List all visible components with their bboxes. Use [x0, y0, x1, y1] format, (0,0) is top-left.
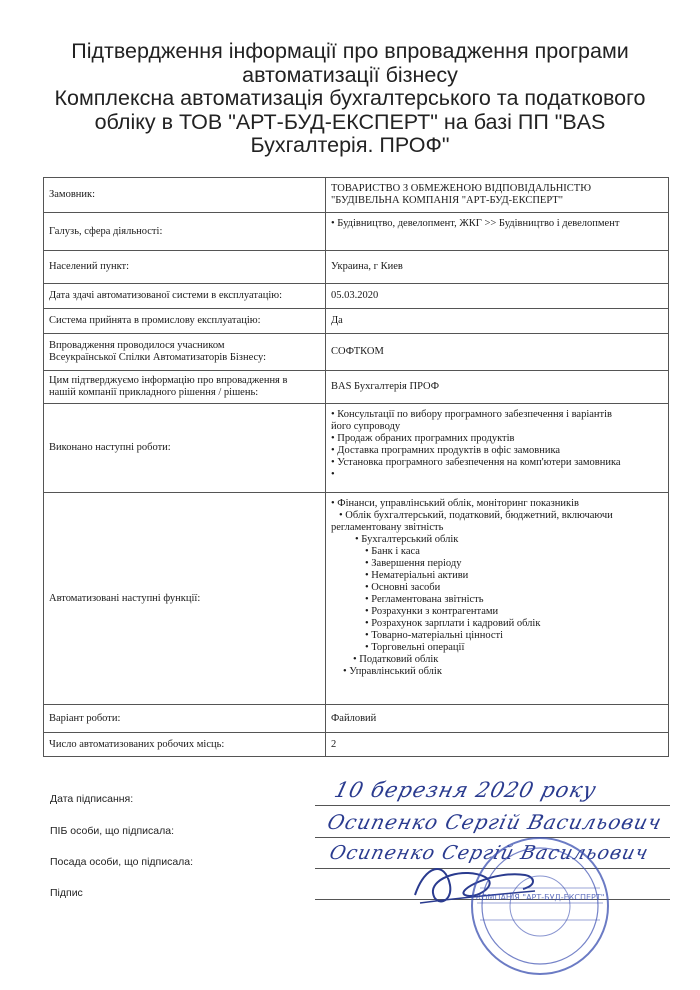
- value-line: • Продаж обраних програмних продуктів: [331, 433, 515, 444]
- table-row: [44, 733, 669, 757]
- handwritten-date: 10 березня 2020 року: [332, 778, 600, 802]
- value-line: • Установка програмного забезпечення на комп'ютери замовника: [331, 457, 621, 468]
- value-line: • Нематеріальні активи: [365, 570, 469, 581]
- row-label: [44, 334, 326, 371]
- row-value: Да: [326, 309, 669, 334]
- title-line: обліку в ТОВ "АРТ-БУД-ЕКСПЕРТ" на базі ПП "BAS: [94, 109, 606, 134]
- row-label: Система прийнята в промислову експлуатацію:: [44, 309, 326, 334]
- company-stamp: [455, 828, 625, 978]
- row-label: Населений пункт:: [44, 251, 326, 284]
- row-value: BAS Бухгалтерія ПРОФ: [326, 371, 669, 404]
- table-row: [44, 705, 669, 733]
- value-line: його супроводу: [331, 421, 401, 432]
- value-line: • Регламентована звітність: [365, 594, 484, 605]
- row-label: Дата здачі автоматизованої системи в експлуатацію:: [44, 284, 326, 309]
- row-label: [44, 371, 326, 404]
- row-value: [326, 493, 669, 705]
- handwritten-position: Осипенко Сергій Васильович: [327, 842, 652, 864]
- row-label: Автоматизовані наступні функції:: [44, 493, 326, 705]
- row-label: Виконано наступні роботи:: [44, 404, 326, 493]
- value-line: ТОВАРИСТВО З ОБМЕЖЕНОЮ ВІДПОВІДАЛЬНІСТЮ: [331, 183, 591, 194]
- row-label: Замовник:: [44, 178, 326, 213]
- value-line: • Основні засоби: [365, 582, 441, 593]
- value-line: • Товарно-матеріальні цінності: [365, 630, 504, 641]
- date-label: Дата підписання:: [50, 793, 134, 805]
- label-line: Всеукраїнської Спілки Автоматизаторів Бізнесу:: [49, 352, 267, 363]
- value-line: • Завершення періоду: [365, 558, 462, 569]
- value-line: регламентовану звітність: [331, 522, 444, 533]
- value-line: •: [331, 469, 335, 480]
- value-line: • Торговельні операції: [365, 642, 465, 653]
- table-row: [44, 251, 669, 284]
- document-title: [20, 40, 680, 158]
- date-line: [315, 805, 670, 806]
- sign-label: Підпис: [50, 887, 83, 899]
- table-row: [44, 213, 669, 251]
- value-line: • Фінанси, управлінський облік, моніторинг показників: [331, 498, 579, 509]
- title-line: Бухгалтерія. ПРОФ": [250, 133, 450, 157]
- row-value: Файловий: [326, 705, 669, 733]
- value-line: • Облік бухгалтерський, податковий, бюджетний, включаючи: [339, 510, 613, 521]
- handwritten-name: Осипенко Сергій Васильович: [325, 810, 665, 834]
- label-line: нашій компанії прикладного рішення / рішень:: [49, 387, 259, 398]
- value-line: • Будівництво, девелопмент, ЖКГ >> Будівництво і девелопмент: [331, 218, 620, 229]
- value-line: • Бухгалтерський облік: [355, 534, 459, 545]
- table-row: [44, 334, 669, 371]
- row-value: [326, 178, 669, 213]
- row-value: СОФТКОМ: [326, 334, 669, 371]
- row-value: [326, 213, 669, 251]
- row-value: 05.03.2020: [326, 284, 669, 309]
- label-line: Впровадження проводилося учасником: [49, 340, 225, 351]
- row-label: Число автоматизованих робочих місць:: [44, 733, 326, 757]
- title-line: автоматизації бізнесу: [242, 62, 458, 87]
- name-label: ПІБ особи, що підписала:: [50, 825, 174, 837]
- table-row: [44, 309, 669, 334]
- value-line: • Розрахунок зарплати і кадровий облік: [365, 618, 541, 629]
- label-line: Цим підтверджуємо інформацію про впровадження в: [49, 375, 288, 386]
- value-line: • Банк і каса: [365, 546, 420, 557]
- table-row: [44, 404, 669, 493]
- value-line: • Консультації по вибору програмного забезпечення і варіантів: [331, 409, 612, 420]
- table-row: [44, 284, 669, 309]
- row-value: [326, 404, 669, 493]
- table-row: [44, 178, 669, 213]
- row-label: Галузь, сфера діяльності:: [44, 213, 326, 251]
- row-value: 2: [326, 733, 669, 757]
- row-value: Украина, г Киев: [326, 251, 669, 284]
- title-line: Комплексна автоматизація бухгалтерського та податкового: [54, 86, 646, 110]
- position-label: Посада особи, що підписала:: [50, 856, 194, 868]
- value-line: • Розрахунки з контрагентами: [365, 606, 499, 617]
- stamp-text: КОМПАНІЯ "АРТ-БУД-ЕКСПЕРТ": [475, 893, 605, 902]
- value-line: • Доставка програмних продуктів в офіс замовника: [331, 445, 561, 456]
- info-table: [43, 177, 669, 757]
- table-row: [44, 493, 669, 705]
- title-line: Підтвердження інформації про впровадження програми: [71, 39, 629, 63]
- row-label: Варіант роботи:: [44, 705, 326, 733]
- value-line: • Податковий облік: [353, 654, 439, 665]
- value-line: • Управлінський облік: [343, 666, 442, 677]
- value-line: "БУДІВЕЛЬНА КОМПАНІЯ "АРТ-БУД-ЕКСПЕРТ": [331, 195, 563, 206]
- table-row: [44, 371, 669, 404]
